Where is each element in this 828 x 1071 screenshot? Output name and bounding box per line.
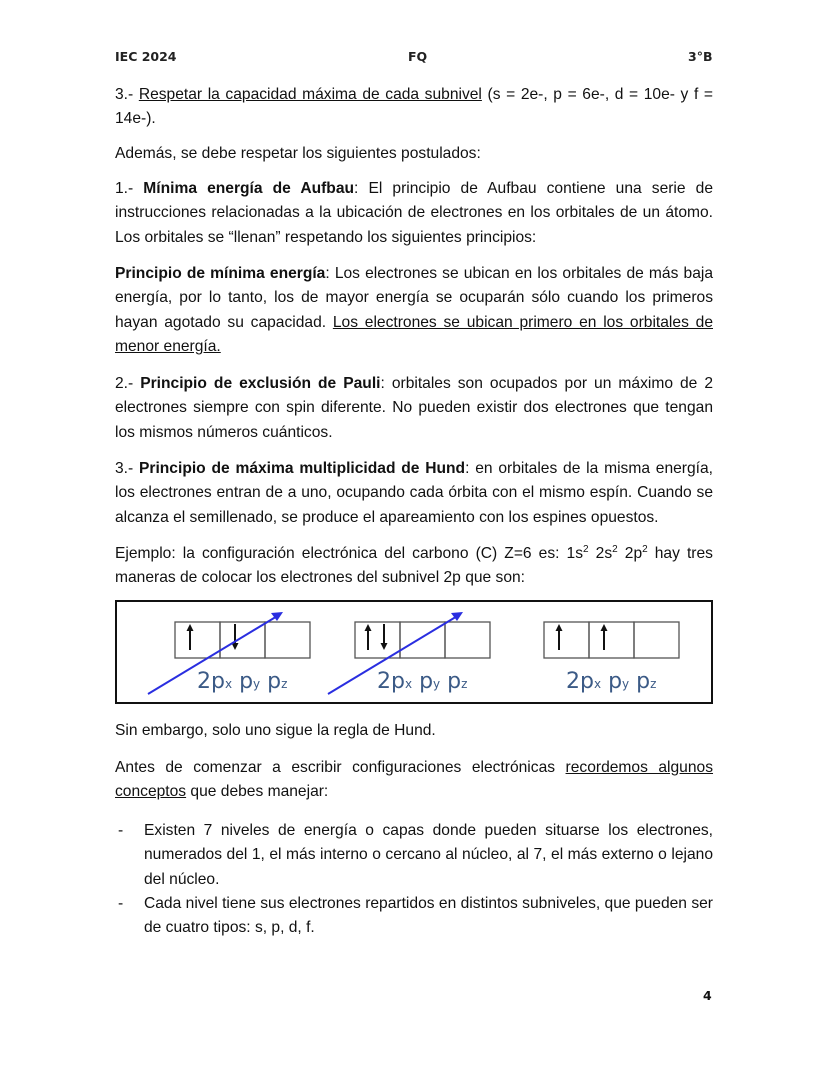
text: hay tres maneras de colocar los electrones del subnivel 2p que son: <box>115 545 713 587</box>
paragraph-capacity <box>115 83 713 132</box>
text: (s = 2e-, p = 6e-, d = 10e- y f = 14e-). <box>115 86 713 128</box>
text: 2p <box>617 545 643 562</box>
bullet-dash: - <box>118 894 124 912</box>
paragraph-pauli <box>115 372 713 445</box>
paragraph-postulates-intro: Además, se debe respetar los siguientes postulados: <box>115 145 481 162</box>
orbital-box <box>544 622 589 658</box>
superscript: 2 <box>612 544 618 555</box>
underlined-text: recordemos algunos conceptos <box>115 759 714 801</box>
text: 3.- <box>115 460 139 477</box>
list-item-text: Cada nivel tiene sus electrones repartidos en distintos subniveles, que pueden ser de cuatro tipos: s, p, d, f. <box>144 894 713 937</box>
header-left: IEC 2024 <box>115 49 177 64</box>
underlined-text: Los electrones se ubican primero en los orbitales de menor energía. <box>115 313 713 355</box>
spin-up-arrow-icon-head <box>601 624 608 631</box>
text: 2s <box>588 545 613 562</box>
list-item <box>115 892 713 941</box>
text: 1.- <box>115 180 144 197</box>
paragraph-aufbau <box>115 177 713 250</box>
orbital-label: 2px py pz <box>197 669 288 694</box>
underlined-text: Respetar la capacidad máxima de cada subnivel <box>138 86 482 103</box>
orbital-box <box>175 622 220 658</box>
list-item-text: Existen 7 niveles de energía o capas donde pueden situarse los electrones, numerados del 1, el más interno o cercano al núcleo, al 7, el más externo o lejano del núcleo. <box>144 822 713 888</box>
text: que debes manejar: <box>186 783 329 801</box>
spin-down-arrow-icon-head <box>381 643 388 650</box>
bullet-dash: - <box>118 822 124 839</box>
superscript: 2 <box>642 544 648 555</box>
paragraph-concepts-intro <box>115 756 713 805</box>
list-item <box>115 819 713 892</box>
text: Ejemplo: la configuración electrónica del carbono (C) Z=6 es: 1s <box>115 545 584 562</box>
paragraph-example <box>115 542 713 591</box>
orbital-box <box>589 622 634 658</box>
orbital-box <box>265 622 310 658</box>
bold-text: Mínima energía de Aufbau <box>143 180 355 197</box>
spin-up-arrow-icon-head <box>187 624 194 631</box>
orbital-diagrams <box>117 602 711 702</box>
bold-text: Principio de exclusión de Pauli <box>140 375 381 392</box>
text: : orbitales son ocupados por un máximo de 2 electrones siempre con spin diferente. No pueden existir dos electrones que tengan los mismos números cuánticos. <box>115 375 713 441</box>
text: : Los electrones se ubican en los orbitales de más baja energía, por lo tanto, los de mayor energía se ocuparán sólo cuando los primeros hayan agotado su capacidad. <box>115 265 714 331</box>
orbital-label: 2px py pz <box>566 669 657 694</box>
text: 2.- <box>115 375 141 392</box>
orbital-label: 2px py pz <box>377 669 468 694</box>
paragraph-hund <box>115 457 713 530</box>
orbital-box <box>445 622 490 658</box>
text: : El principio de Aufbau contiene una serie de instrucciones relacionadas a la ubicación de electrones en los orbitales de un átomo. Los orbitales se “llenan” respetando los siguientes principios: <box>115 180 713 246</box>
paragraph-hund-note: Sin embargo, solo uno sigue la regla de Hund. <box>115 722 436 739</box>
superscript: 2 <box>583 544 589 555</box>
orbital-box <box>355 622 400 658</box>
paragraph-minimum-energy <box>115 262 713 359</box>
text: 3.- <box>115 86 139 103</box>
page-number: 4 <box>703 988 712 1003</box>
header-right: 3°B <box>688 49 713 64</box>
header-center: FQ <box>408 49 428 64</box>
bold-text: Principio de máxima multiplicidad de Hund <box>138 460 466 477</box>
spin-up-arrow-icon-head <box>556 624 563 631</box>
orbital-diagram-figure <box>115 600 713 704</box>
bold-text: Principio de mínima energía <box>115 265 326 282</box>
concepts-list <box>115 819 713 940</box>
text: Antes de comenzar a escribir configuraciones electrónicas <box>115 759 566 776</box>
text: : en orbitales de la misma energía, los electrones entran de a uno, ocupando cada órbita con el mismo espín. Cuando se alcanza el semillenado, se produce el apareamiento con los espines opuestos. <box>115 460 714 526</box>
orbital-box <box>634 622 679 658</box>
spin-up-arrow-icon-head <box>365 624 372 631</box>
